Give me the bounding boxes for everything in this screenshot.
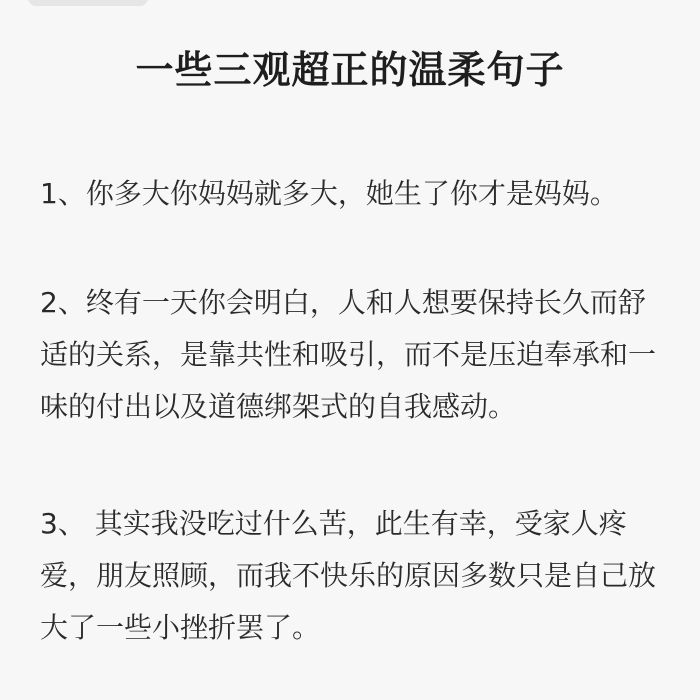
quote-item-1: 1、你多大你妈妈就多大，她生了你才是妈妈。 — [40, 177, 618, 210]
top-tab-decoration — [28, 0, 148, 6]
quote-list — [40, 168, 670, 654]
quote-item-3: 3、 其实我没吃过什么苦，此生有幸，受家人疼爱，朋友照顾，而我不快乐的原因多数只是自己放大了一些小挫折罢了。 — [40, 507, 657, 644]
quote-item-2: 2、终有一天你会明白，人和人想要保持长久而舒适的关系，是靠共性和吸引，而不是压迫奉承和一味的付出以及道德绑架式的自我感动。 — [40, 286, 657, 423]
article-title: 一些三观超正的温柔句子 — [135, 48, 565, 92]
